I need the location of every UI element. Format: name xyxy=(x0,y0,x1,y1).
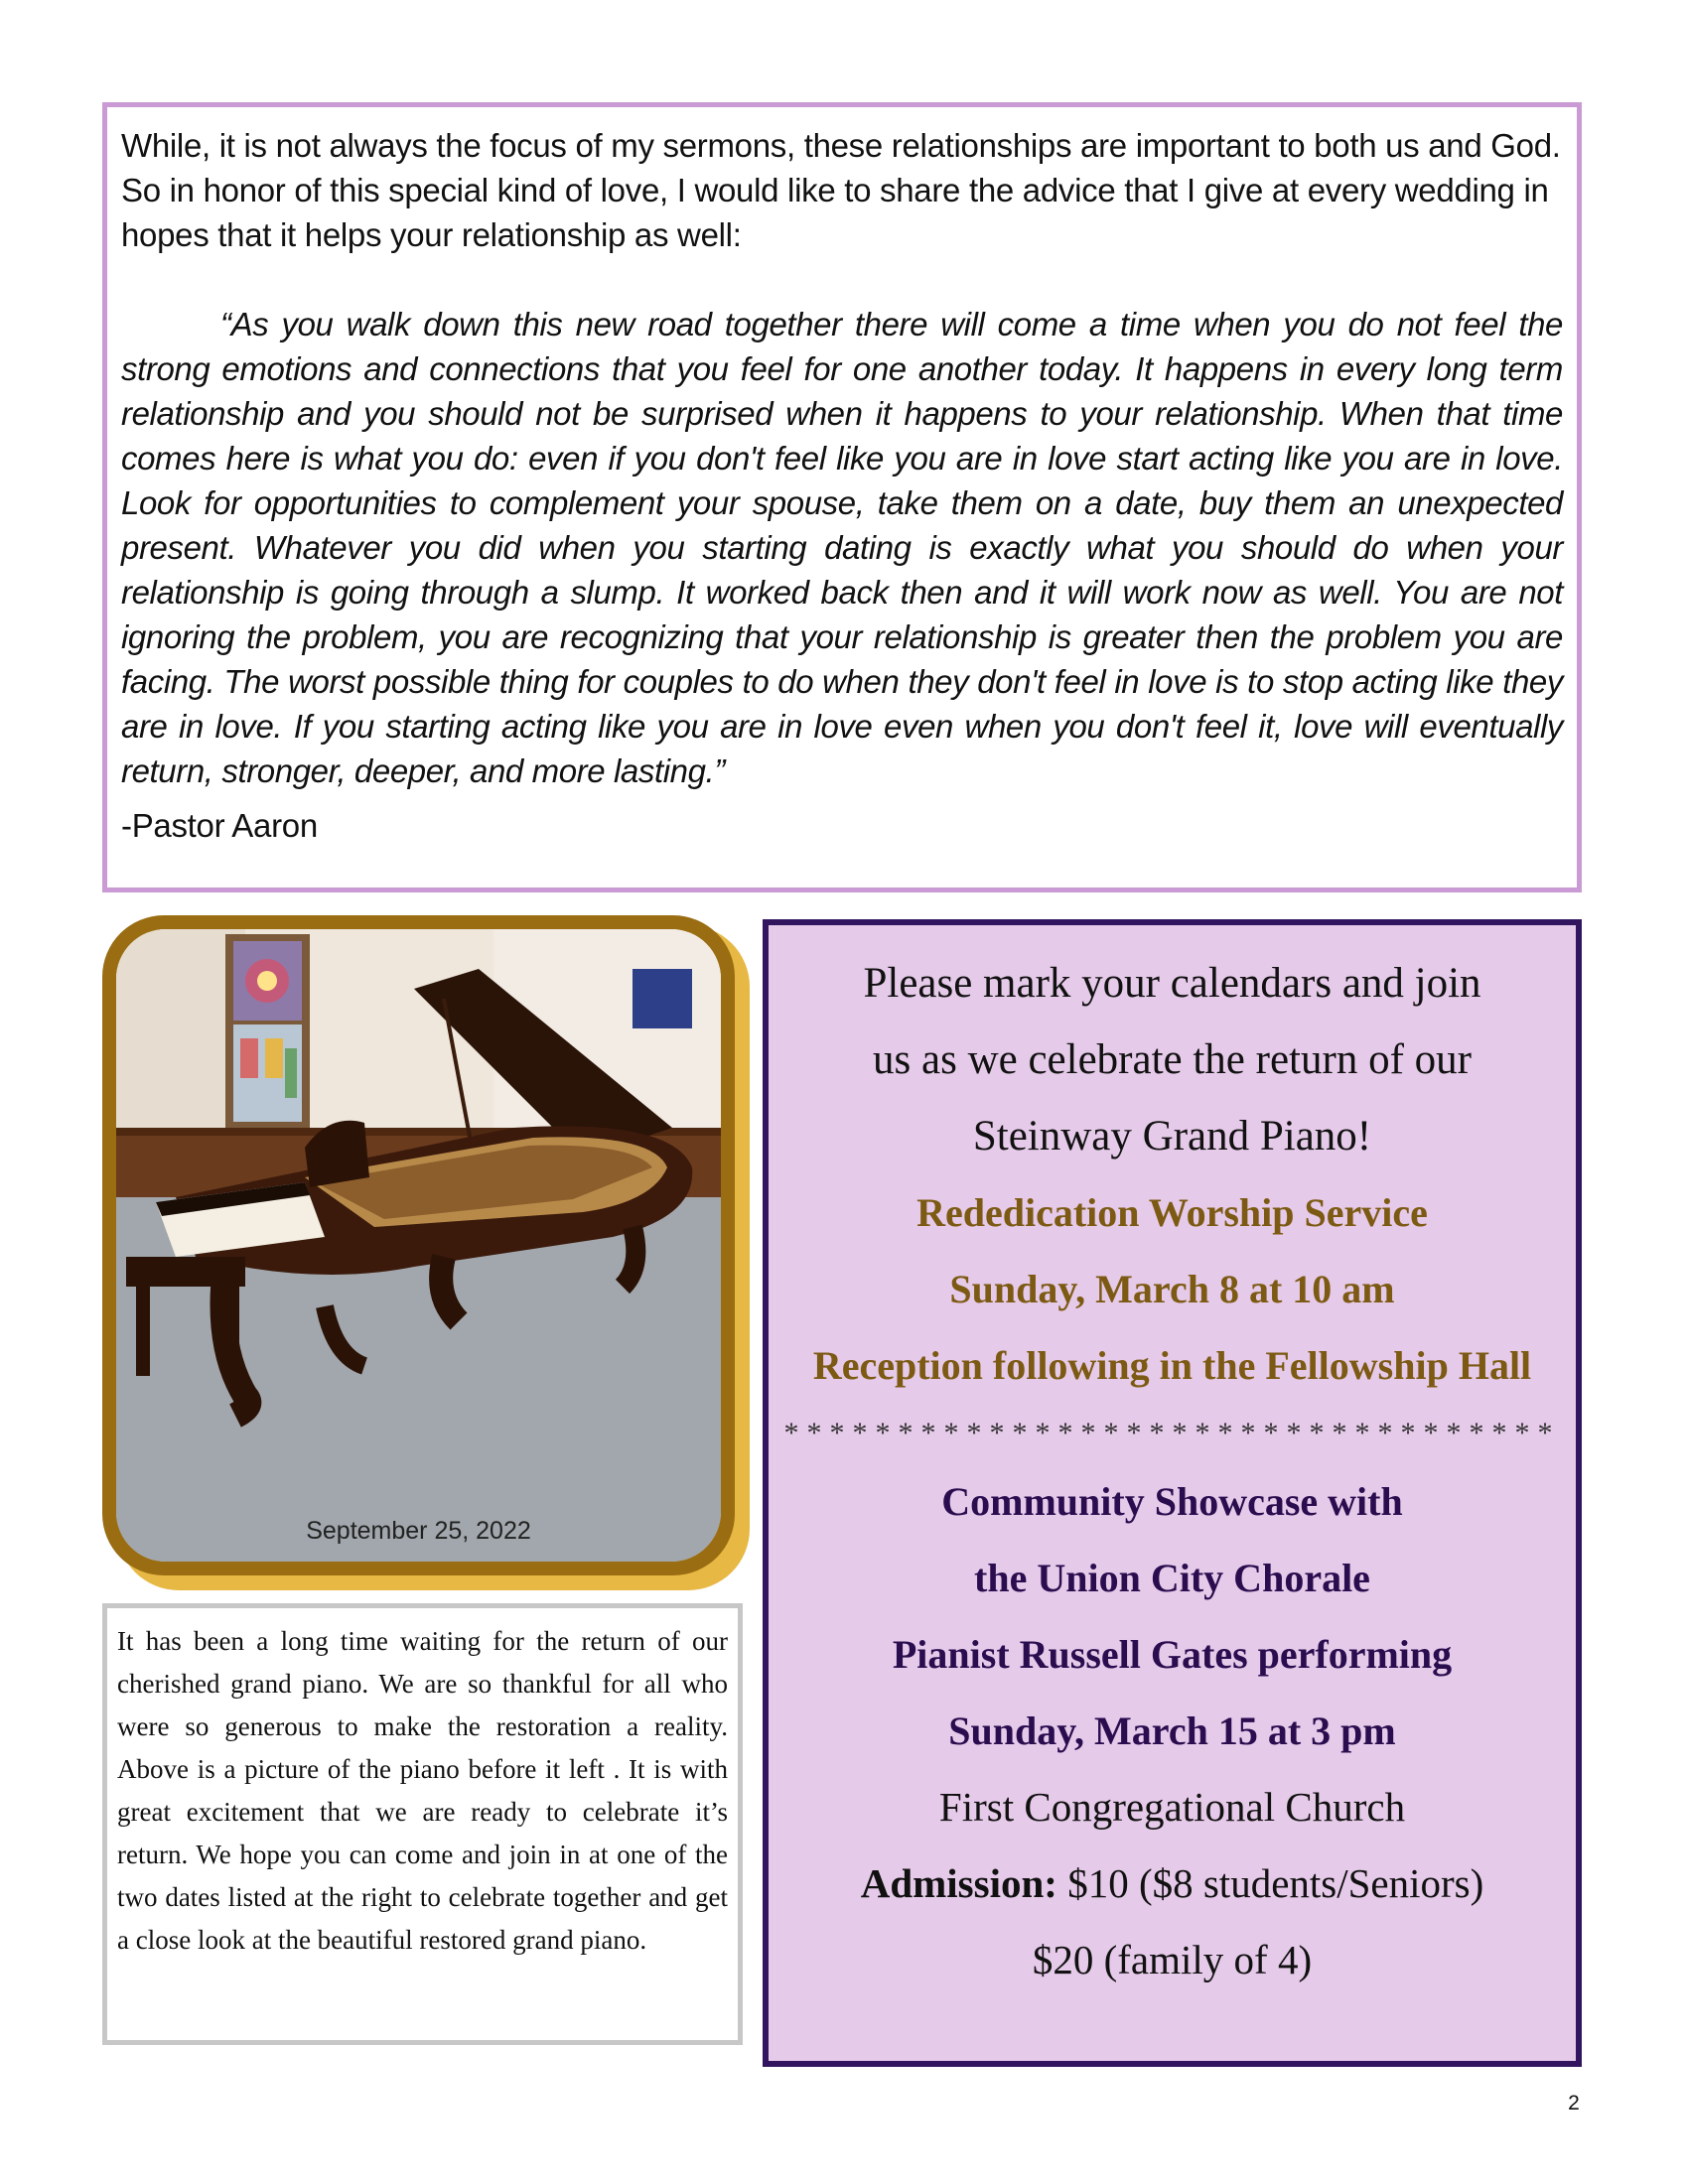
rededication-title: Rededication Worship Service xyxy=(916,1190,1428,1235)
admission-line xyxy=(769,1845,1576,1922)
rededication-date: Sunday, March 8 at 10 am xyxy=(949,1267,1395,1311)
sermon-box xyxy=(102,102,1582,892)
showcase-line-3: Pianist Russell Gates performing xyxy=(892,1632,1453,1677)
intro-line-1: Please mark your calendars and join xyxy=(863,960,1481,1007)
reception-note: Reception following in the Fellowship Hall xyxy=(812,1343,1532,1388)
wedding-advice-quote: “As you walk down this new road together there will come a time when you do not feel the strong emotions and connections that you feel for one another today. It happens in every long term relationship and you should not be surprised when it happens to your relationship. When that time comes here is what you do: even if you don't feel like you are in love start acting like you are in love. Look for opportunities to complement your spouse, take them on a date, buy them an unexpected present. Whatever you did when you starting dating is exactly what you should do when your relationship is going through a slump. It worked back then and it will work now as well. You are not ignoring the problem, you are recognizing that your relationship is greater then the problem you are facing. The worst possible thing for couples to do when they don't feel in love is to stop acting like they are in love. If you starting acting like you are in love even when you don't feel it, love will eventually return, stronger, deeper, and more lasting.” xyxy=(121,306,1563,789)
family-price: $20 (family of 4) xyxy=(1032,1937,1313,1982)
piano-photo xyxy=(116,929,721,1562)
pastor-signature: -Pastor Aaron xyxy=(121,807,318,844)
showcase-line-2: the Union City Chorale xyxy=(974,1556,1370,1600)
grand-piano-illustration xyxy=(116,929,721,1562)
piano-note-box xyxy=(102,1603,743,2045)
showcase-date: Sunday, March 15 at 3 pm xyxy=(948,1708,1396,1753)
section-divider: ********************************** xyxy=(783,1417,1561,1449)
intro-line-2: us as we celebrate the return of our xyxy=(873,1036,1472,1083)
showcase-venue: First Congregational Church xyxy=(938,1784,1406,1830)
intro-line-3: Steinway Grand Piano! xyxy=(972,1113,1372,1160)
piano-photo-frame xyxy=(102,915,735,1575)
photo-caption: September 25, 2022 xyxy=(306,1517,531,1545)
sermon-intro: While, it is not always the focus of my sermons, these relationships are important to both us and God. So in honor of this special kind of love, I would like to share the advice that I give at every wedding in hopes that it helps your relationship as well: xyxy=(121,127,1561,253)
event-announcement-box xyxy=(763,919,1582,2067)
piano-note-text: It has been a long time waiting for the return of our cherished grand piano. We are so thankful for all who were so generous to make the restoration a reality. Above is a picture of the piano before it left . It is with great excitement that we are ready to celebrate it’s return. We hope you can come and join in at one of the two dates listed at the right to celebrate together and get a close look at the beautiful restored grand piano. xyxy=(117,1626,728,1955)
admission-value: $10 ($8 students/Seniors) xyxy=(1056,1860,1484,1906)
page-number: 2 xyxy=(1568,2092,1580,2115)
showcase-line-1: Community Showcase with xyxy=(941,1479,1403,1524)
admission-label: Admission: xyxy=(860,1860,1057,1906)
